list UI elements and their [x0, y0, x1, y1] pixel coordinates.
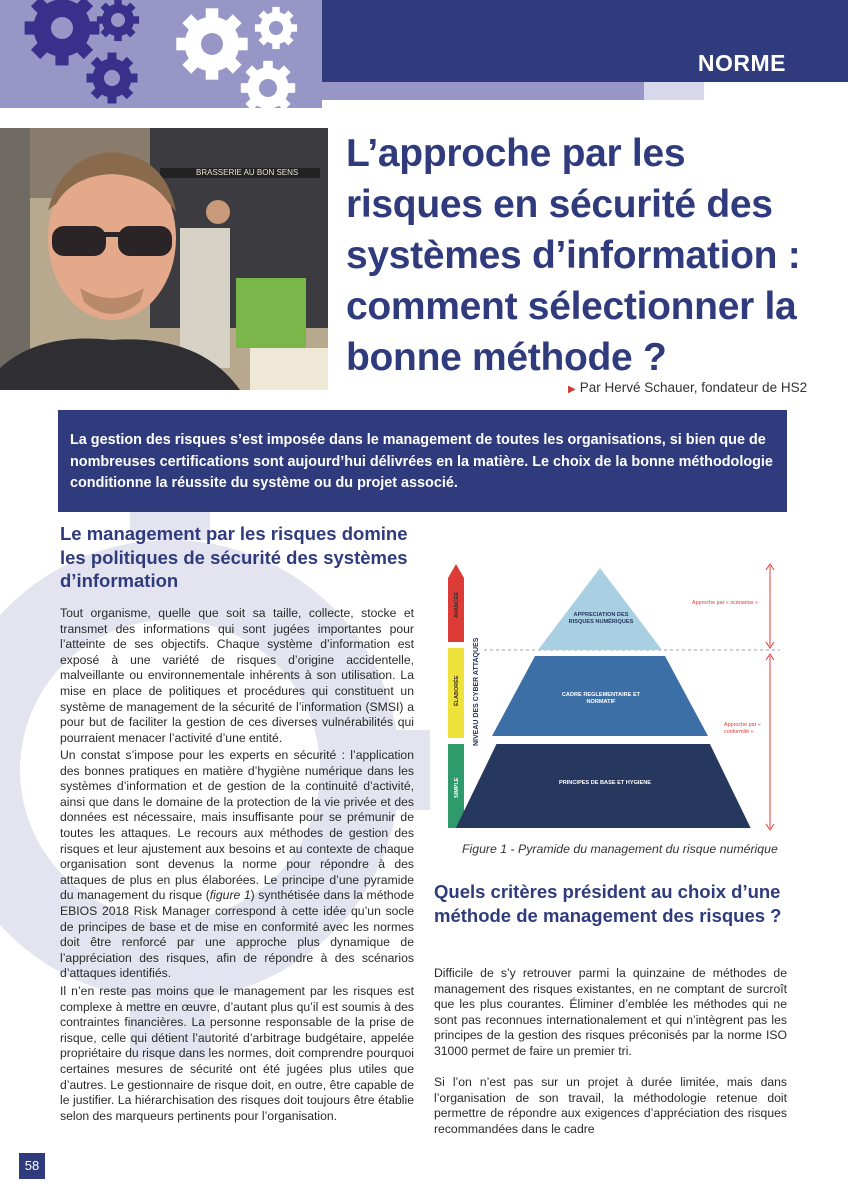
lead-box	[58, 410, 787, 512]
arrow-icon: ▶	[568, 384, 576, 395]
left-paragraph-1: Tout organisme, quelle que soit sa taille, collecte, stocke et transmet des informations qui sont jugées importantes pour l’atteinte de ses objectifs. Chaque système d’information est exposé à une variété de risques d’origine accidentelle, malveillante ou environnementale inhérents à son utilisation. La mise en place de politiques et procédures qui constituent un système de management de la sécurité de l’information (SMSI) a pour but de faciliter la gestion de ces diverses vulnérabilités qui pourraient menacer l’activité d’une entité.	[60, 606, 414, 745]
level-label-advanced: AVANCÉE	[454, 591, 460, 618]
section-label: NORME	[697, 50, 786, 76]
byline-text: Par Hervé Schauer, fondateur de HS2	[579, 380, 808, 395]
risk-pyramid-figure	[440, 556, 790, 840]
byline	[568, 380, 807, 395]
level-label-simple: SIMPLE	[454, 777, 460, 798]
left-paragraph-3: Il n’en reste pas moins que le management par les risques est complexe à mettre en œuvre, d’autant plus qu’il est soumis à des contraintes financières. La personne responsable de la prise de risque, celle qui détient l’autorité d’arbitrage budgétaire, appelée propriétaire du risque dans les normes, doit comprendre pourquoi certaines mesures de sécurité ont été jugées plus utiles que d’autres. Le gestionnaire de risque doit, en outre, être capable de le justifier. La hiérarchisation des risques doit toujours être établie selon des marqueurs pertinents pour l’organisation.	[60, 984, 414, 1123]
left-heading: Le management par les risques domine les politiques de sécurité des systèmes d’information	[60, 523, 408, 591]
header-strip	[322, 82, 644, 100]
author-portrait	[0, 128, 328, 390]
gear-icon	[97, 0, 139, 41]
gear-icon	[241, 61, 295, 108]
page-number: 58	[19, 1153, 45, 1179]
gear-icon	[255, 7, 297, 49]
paragraph-text: ) synthétisée dans la méthode EBIOS 2018 Risk Manager correspond à cette idée qu’un socle de principes de base et de mise en conformité avec les normes doit être renforcé par une approche plus dynamique de l’appréciation des risques, afin de répondre à des scénarios d’attaques identifiés.	[60, 888, 414, 981]
header-strip-light	[644, 82, 704, 100]
figure-caption: Figure 1 - Pyramide du management du risque numérique	[462, 842, 778, 856]
author-photo	[0, 128, 328, 390]
level-label-elaborate: ÉLABORÉE	[454, 675, 460, 706]
gear-icon	[176, 8, 247, 79]
paragraph-text: Un constat s’impose pour les experts en sécurité : l’application des bonnes pratiques en matière d’hygiène numérique dans les systèmes d’information et de gestion de la continuité d’activité, ainsi que dans le domaine de la protection de la vie privée et des données est nécessaire, mais insuffisante pour se prémunir de toutes les attaques. Le recours aux méthodes de gestion des risques et leur ajustement aux besoins et au contexte de chaque organisation sont devenus la norme pour répondre à des attaques de plus en plus élaborées. Le principe d’une pyramide du management du risque (	[60, 748, 414, 903]
tier-middle-label-box	[555, 692, 647, 712]
storefront-sign: BRASSERIE AU BON SENS	[196, 168, 299, 177]
header-gear-panel	[0, 0, 322, 108]
tier-bottom-label-box	[535, 780, 675, 792]
approach-scenario-box	[692, 600, 762, 612]
tier-bottom-label: PRINCIPES DE BASE ET HYGIÈNE	[558, 780, 651, 786]
right-paragraph-1: Difficile de s’y retrouver parmi la quinzaine de méthodes de management des risques existantes, en ne comptant de surcroît que les plus courantes. Éliminer d’emblée les méthodes qui ne sont pas reconnues internationalement et qui n’intègrent pas les principes de la gestion des risques préconisés par la norme ISO 31000 permet de faire un premier tri.	[434, 966, 787, 1058]
approach-scenario-label: Approche par « scénarios »	[692, 600, 758, 606]
figure-reference: figure 1	[209, 888, 251, 903]
gear-icon	[25, 0, 100, 65]
tier-middle-label: CADRE RÉGLEMENTAIRE ET NORMATIF	[561, 692, 641, 705]
tier-top-label-box	[565, 612, 637, 644]
lead-text: La gestion des risques s’est imposée dans le management de toutes les organisations, si bien que de nombreuses certifications sont aujourd’hui délivrées en la matière. Le choix de la bonne méthodologie conditionne la réussite du système ou du projet associé.	[70, 432, 773, 491]
approach-conformity-box	[724, 722, 768, 740]
right-heading: Quels critères président au choix d’une méthode de management des risques ?	[434, 881, 782, 926]
axis-label: NIVEAU DES CYBER ATTAQUES	[473, 637, 480, 746]
gear-icon	[87, 53, 138, 104]
right-paragraph-2: Si l’on n’est pas sur un projet à durée limitée, mais dans l’organisation de son travail, la méthodologie retenue doit permettre de répondre aux exigences d’appréciation des risques recommandées dans le cadre	[434, 1075, 787, 1136]
gears-illustration	[0, 0, 322, 108]
article-title: L’approche par les risques en sécurité des systèmes d’information : comment sélectionner la bonne méthode ?	[346, 132, 801, 379]
left-paragraph-2	[60, 748, 414, 982]
approach-conformity-label: Approche par « conformité »	[724, 722, 761, 735]
tier-top-label: APPRÉCIATION DES RISQUES NUMÉRIQUES	[568, 612, 634, 625]
